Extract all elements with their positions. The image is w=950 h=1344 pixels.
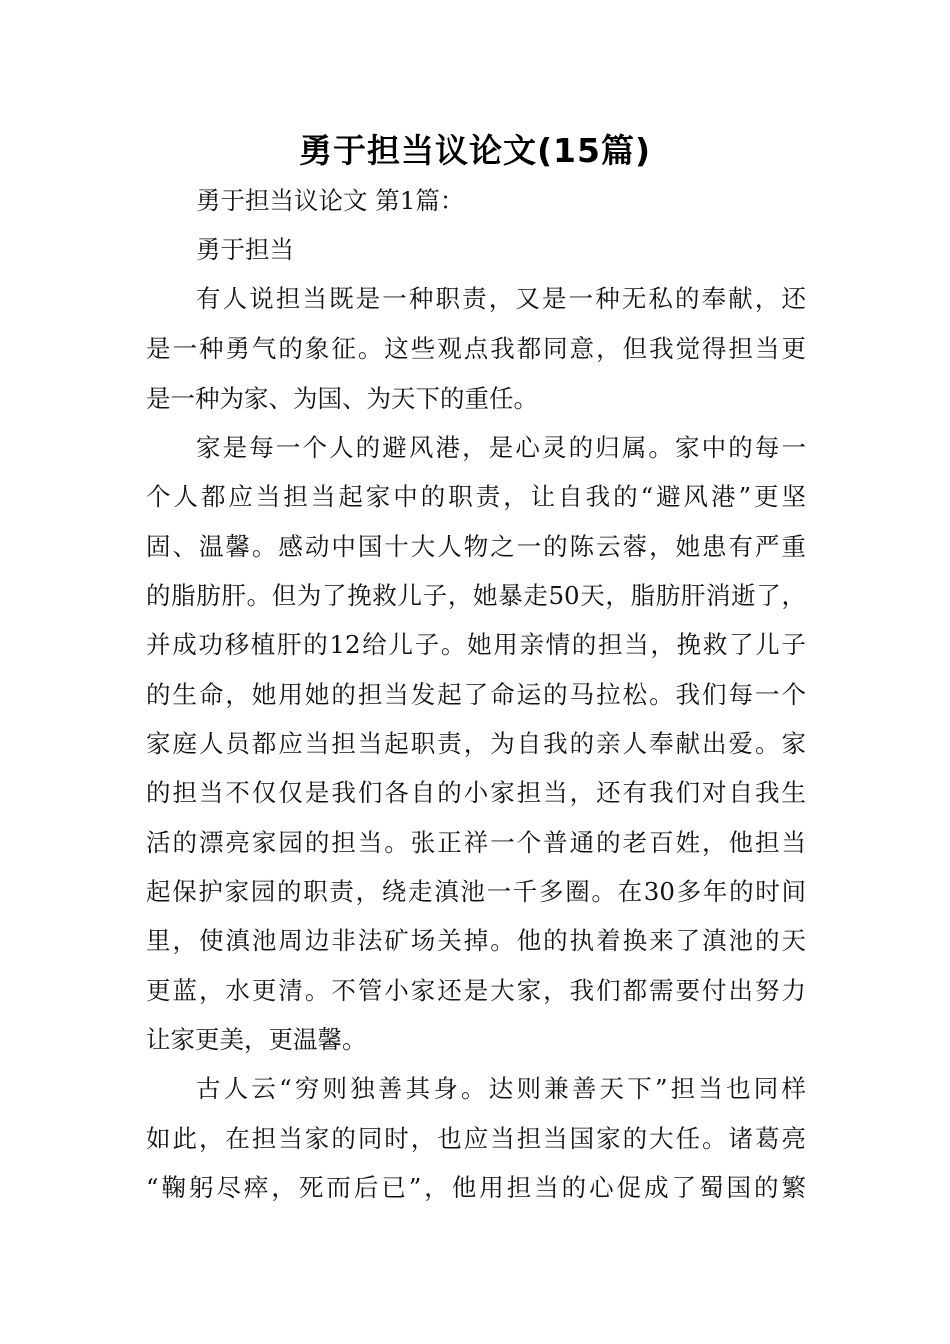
paragraph-line: 里，使滇池周边非法矿场关掉。他的执着换来了滇池的天	[146, 926, 806, 955]
paragraph-line: 是一种勇气的象征。这些观点我都同意，但我觉得担当更	[146, 334, 806, 363]
essay-subheading: 勇于担当议论文 第1篇：	[196, 186, 465, 215]
paragraph-line: 的脂肪肝。但为了挽救儿子，她暴走50天，脂肪肝消逝了，	[146, 581, 806, 610]
paragraph-line: 是一种为家、为国、为天下的重任。	[146, 384, 538, 413]
paragraph-line: 并成功移植肝的12给儿子。她用亲情的担当，挽救了儿子	[146, 630, 806, 659]
paragraph-line: 古人云“穷则独善其身。达则兼善天下”担当也同样	[196, 1074, 806, 1103]
paragraph-line: 活的漂亮家园的担当。张正祥一个普通的老百姓，他担当	[146, 828, 806, 857]
paragraph-line: 如此，在担当家的同时，也应当担当国家的大任。诸葛亮	[146, 1124, 806, 1153]
document-title: 勇于担当议论文(15篇)	[298, 131, 652, 170]
paragraph-line: 个人都应当担当起家中的职责，让自我的“避风港”更坚	[146, 482, 806, 511]
paragraph-line: 家庭人员都应当担当起职责，为自我的亲人奉献出爱。家	[146, 729, 806, 758]
paragraph-line: 起保护家园的职责，绕走滇池一千多圈。在30多年的时间	[146, 877, 806, 906]
paragraph-line: 固、温馨。感动中国十大人物之一的陈云蓉，她患有严重	[146, 532, 806, 561]
paragraph-line: 的担当不仅仅是我们各自的小家担当，还有我们对自我生	[146, 778, 806, 807]
paragraph-line: 有人说担当既是一种职责，又是一种无私的奉献，还	[196, 284, 806, 313]
paragraph-line: 家是每一个人的避风港，是心灵的归属。家中的每一	[196, 433, 806, 462]
paragraph-line: 的生命，她用她的担当发起了命运的马拉松。我们每一个	[146, 680, 806, 709]
essay-title: 勇于担当	[196, 235, 294, 264]
paragraph-line: 让家更美，更温馨。	[146, 1025, 367, 1054]
paragraph-line: “鞠躬尽瘁，死而后已”，他用担当的心促成了蜀国的繁	[146, 1173, 806, 1202]
paragraph-line: 更蓝，水更清。不管小家还是大家，我们都需要付出努力	[146, 976, 806, 1005]
